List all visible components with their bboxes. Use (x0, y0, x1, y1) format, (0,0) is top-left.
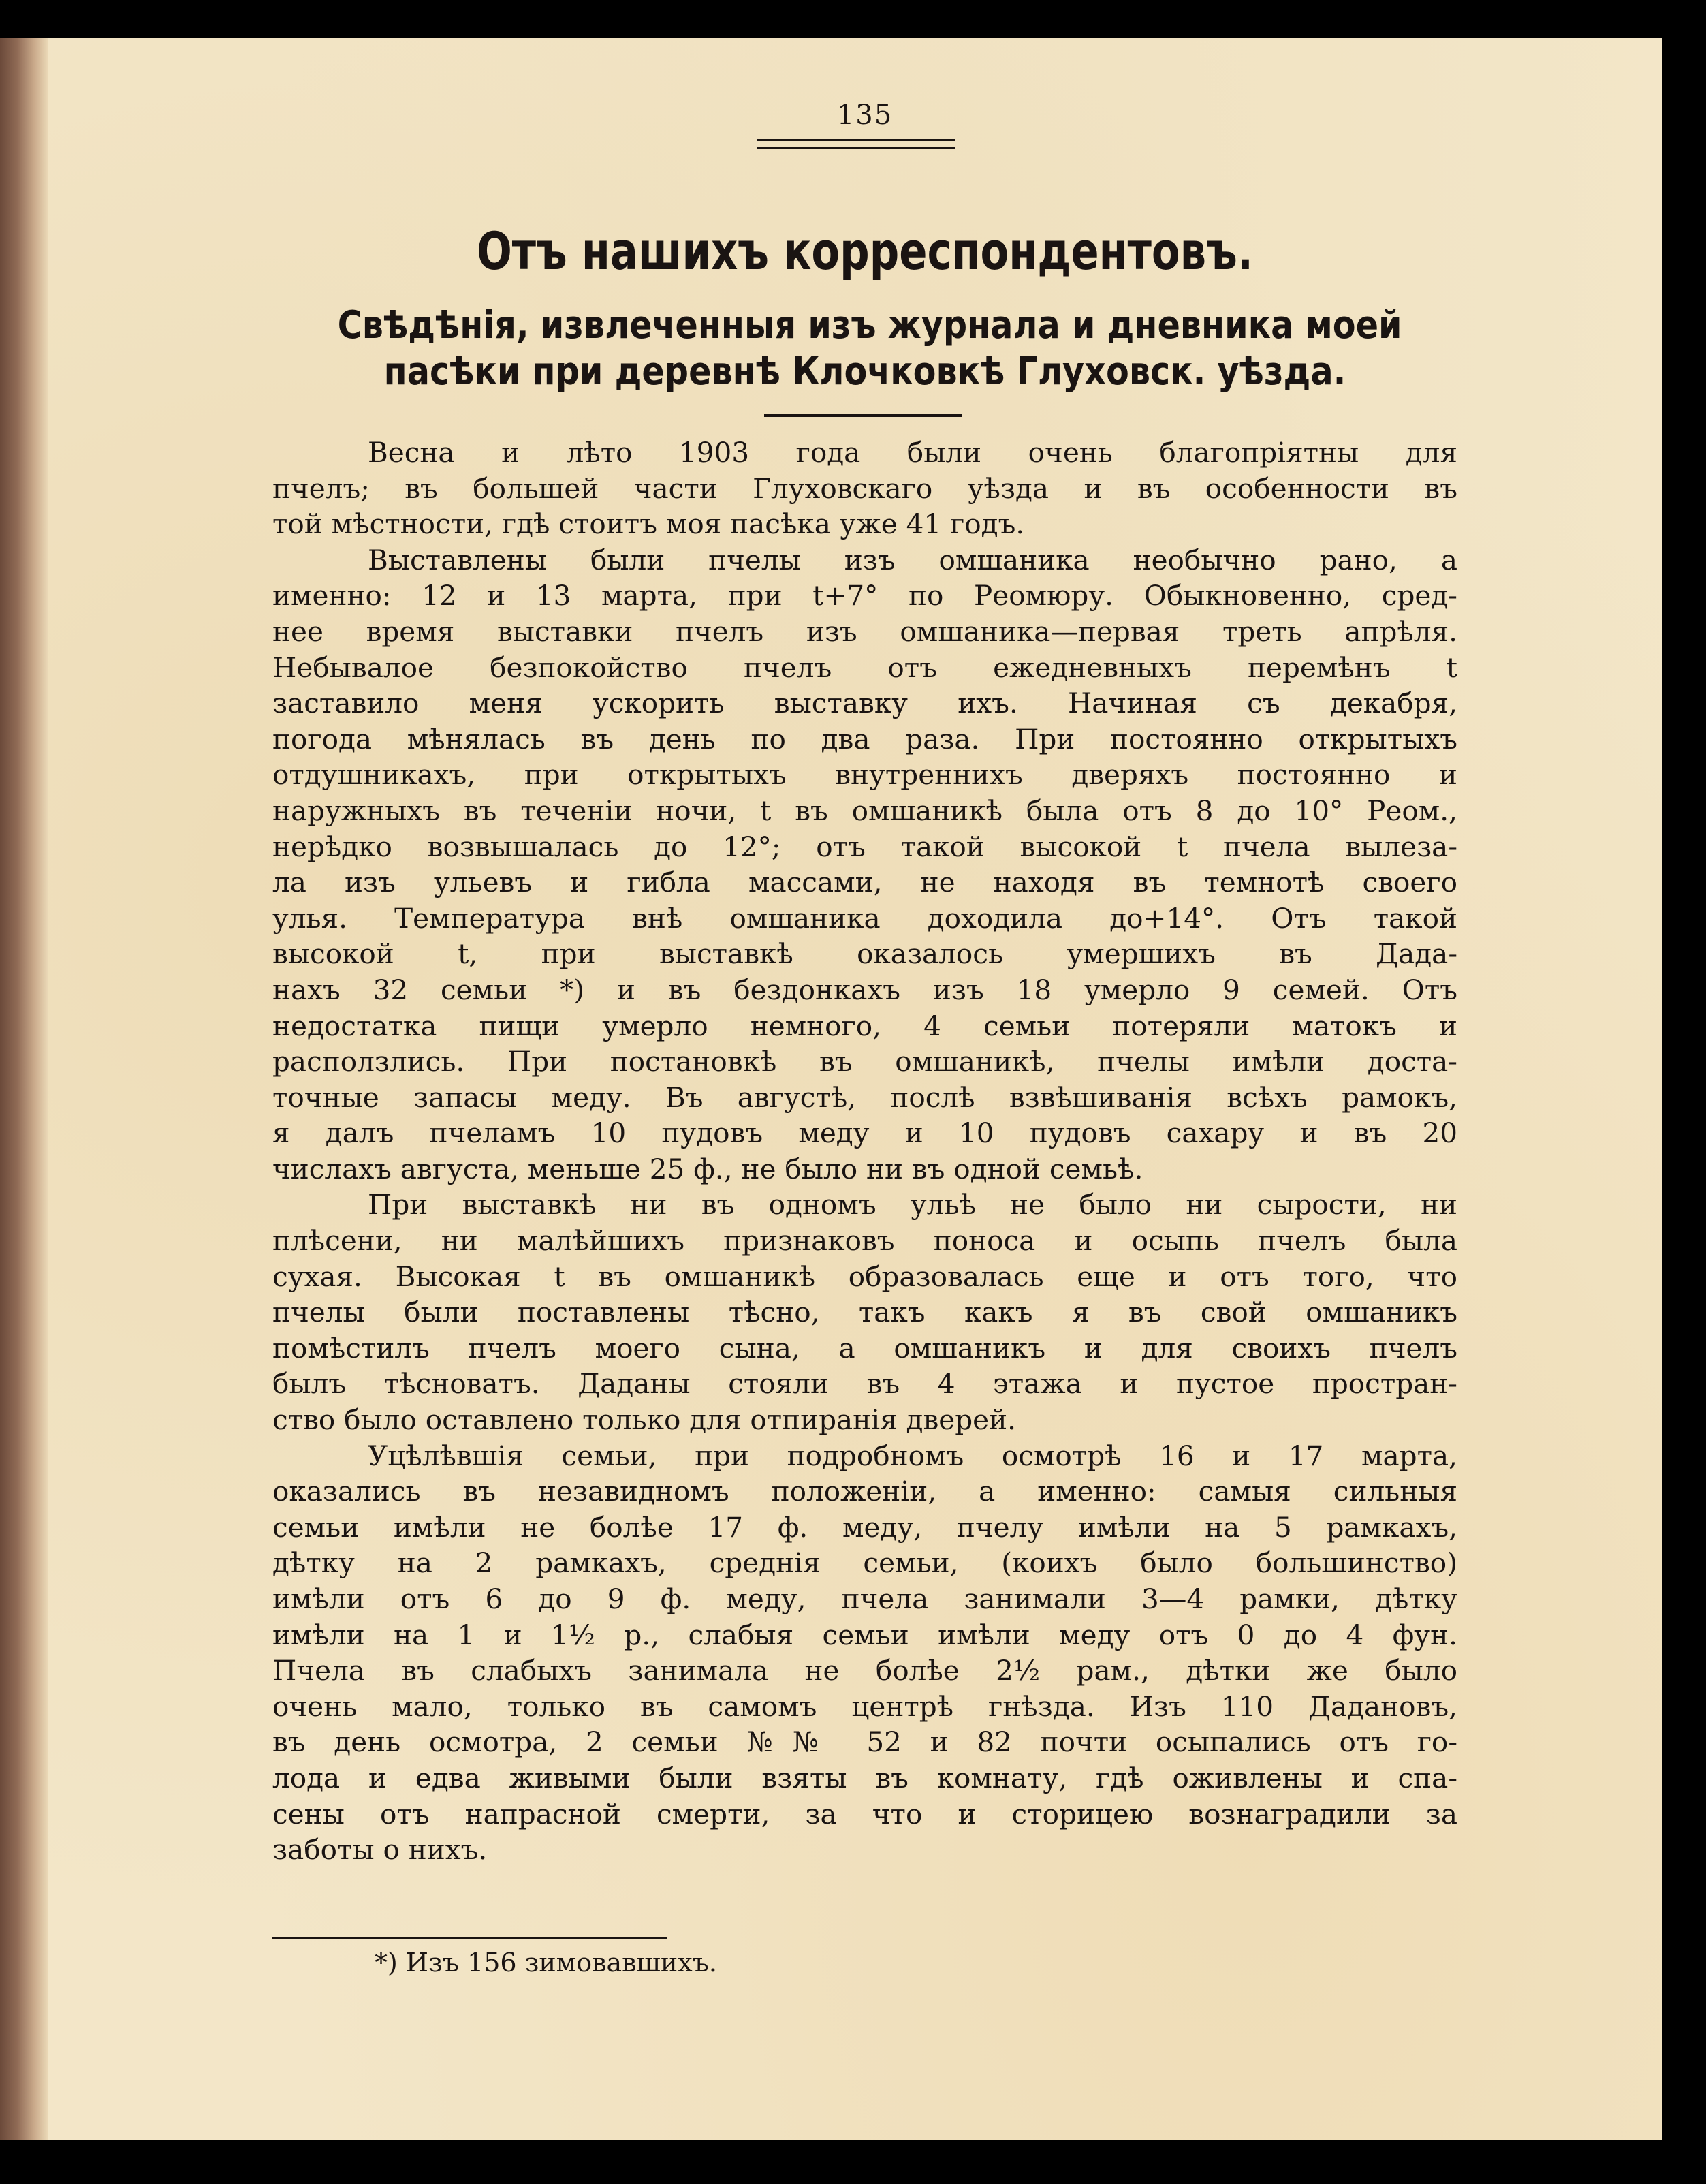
text-line: имѣли на 1 и 1½ р., слабыя семьи имѣли меду отъ 0 до 4 фун. (272, 1618, 1457, 1651)
text-line: сухая. Высокая t въ омшаникѣ образовалась еще и отъ того, что (272, 1260, 1457, 1293)
text-line: отдушникахъ, при открытыхъ внутреннихъ дверяхъ постоянно и (272, 758, 1457, 792)
text-line: пчелъ; въ большей части Глуховскаго уѣзда и въ особенности въ (272, 471, 1457, 505)
paragraph (272, 542, 1457, 1187)
article-title-line: пасѣки при деревнѣ Клочковкѣ Глуховск. уѣзда. (383, 349, 1346, 394)
text-line: лода и едва живыми были взяты въ комнату, гдѣ оживлены и спа- (272, 1761, 1457, 1794)
text-line: Выставлены были пчелы изъ омшаника необычно рано, а (368, 543, 1457, 576)
article-title (266, 302, 1464, 395)
text-line: семьи имѣли не болѣе 17 ф. меду, пчелу имѣли на 5 рамкахъ, (272, 1510, 1457, 1544)
text-line: Весна и лѣто 1903 года были очень благопріятны для (368, 436, 1457, 469)
footnote-rule (272, 1937, 667, 1939)
article-title-line: Свѣдѣнія, извлеченныя изъ журнала и дневника моей (337, 303, 1402, 347)
text-line: числахъ августа, меньше 25 ф., не было ни въ одной семьѣ. (272, 1152, 1143, 1185)
title-rule (764, 414, 962, 417)
text-line: нерѣдко возвышалась до 12°; отъ такой высокой t пчела вылеза- (272, 830, 1457, 863)
text-line: имѣли отъ 6 до 9 ф. меду, пчела занимали 3—4 рамки, дѣтку (272, 1582, 1457, 1615)
text-line: точные запасы меду. Въ августѣ, послѣ взвѣшиванія всѣхъ рамокъ, (272, 1080, 1457, 1114)
text-line: улья. Температура внѣ омшаника доходила до+14°. Отъ такой (272, 901, 1457, 935)
text-line: ство было оставлено только для отпиранія дверей. (272, 1403, 1017, 1437)
text-line: Уцѣлѣвшія семьи, при подробномъ осмотрѣ 16 и 17 марта, (368, 1439, 1457, 1472)
text-line: плѣсени, ни малѣйшихъ признаковъ поноса и осыпь пчелъ была (272, 1224, 1457, 1258)
text-line: расползлись. При постановкѣ въ омшаникѣ, пчелы имѣли доста- (272, 1045, 1457, 1078)
text-line: пчелы были поставлены тѣсно, такъ какъ я въ свой омшаникъ (272, 1296, 1457, 1329)
scanned-page (0, 38, 1662, 2140)
footnote: *) Изъ 156 зимовавшихъ. (375, 1948, 717, 1978)
text-line: заставило меня ускорить выставку ихъ. Начиная съ декабря, (272, 687, 1457, 720)
text-line: погода мѣнялась въ день по два раза. При постоянно открытыхъ (272, 722, 1457, 755)
text-line: сены отъ напрасной смерти, за что и сторицею вознаградили за (272, 1797, 1457, 1830)
text-line: помѣстилъ пчелъ моего сына, а омшаникъ и для своихъ пчелъ (272, 1331, 1457, 1364)
text-line: ла изъ ульевъ и гибла массами, не находя въ темнотѣ своего (272, 866, 1457, 899)
paragraph (272, 1438, 1457, 1868)
text-line: Пчела въ слабыхъ занимала не болѣе 2½ рам., дѣтки же было (272, 1654, 1457, 1687)
section-heading: Отъ нашихъ корреспондентовъ. (477, 221, 1253, 281)
page-number: 135 (836, 99, 894, 131)
article-body (272, 435, 1457, 1868)
text-line: я далъ пчеламъ 10 пудовъ меду и 10 пудовъ сахару и въ 20 (272, 1117, 1457, 1150)
text-line: нее время выставки пчелъ изъ омшаника—первая треть апрѣля. (272, 614, 1457, 648)
paragraph (272, 435, 1457, 542)
text-line: высокой t, при выставкѣ оказалось умершихъ въ Дада- (272, 937, 1457, 971)
paragraph (272, 1187, 1457, 1437)
text-line: заботы о нихъ. (272, 1833, 488, 1867)
text-line: очень мало, только въ самомъ центрѣ гнѣзда. Изъ 110 Дадановъ, (272, 1689, 1457, 1723)
text-line: дѣтку на 2 рамкахъ, среднія семьи, (коихъ было большинство) (272, 1546, 1457, 1580)
text-line: той мѣстности, гдѣ стоитъ моя пасѣка уже 41 годъ. (272, 508, 1025, 541)
text-line: При выставкѣ ни въ одномъ ульѣ не было ни сырости, ни (368, 1188, 1457, 1221)
text-line: былъ тѣсноватъ. Даданы стояли въ 4 этажа и пустое простран- (272, 1367, 1457, 1401)
text-line: Небывалое безпокойство пчелъ отъ ежедневныхъ перемѣнъ t (272, 651, 1457, 684)
text-line: въ день осмотра, 2 семьи №№ 52 и 82 почти осыпались отъ го- (272, 1726, 1457, 1759)
text-line: нахъ 32 семьи *) и въ бездонкахъ изъ 18 умерло 9 семей. Отъ (272, 973, 1457, 1006)
text-line: оказались въ незавидномъ положеніи, а именно: самыя сильныя (272, 1475, 1457, 1508)
text-line: именно: 12 и 13 марта, при t+7° по Реомюру. Обыкновенно, сред- (272, 579, 1457, 612)
text-line: недостатка пищи умерло немного, 4 семьи потеряли матокъ и (272, 1009, 1457, 1042)
page-number-double-rule (757, 139, 955, 149)
text-line: наружныхъ въ теченіи ночи, t въ омшаникѣ была отъ 8 до 10° Реом., (272, 794, 1457, 827)
book-gutter (0, 38, 48, 2140)
